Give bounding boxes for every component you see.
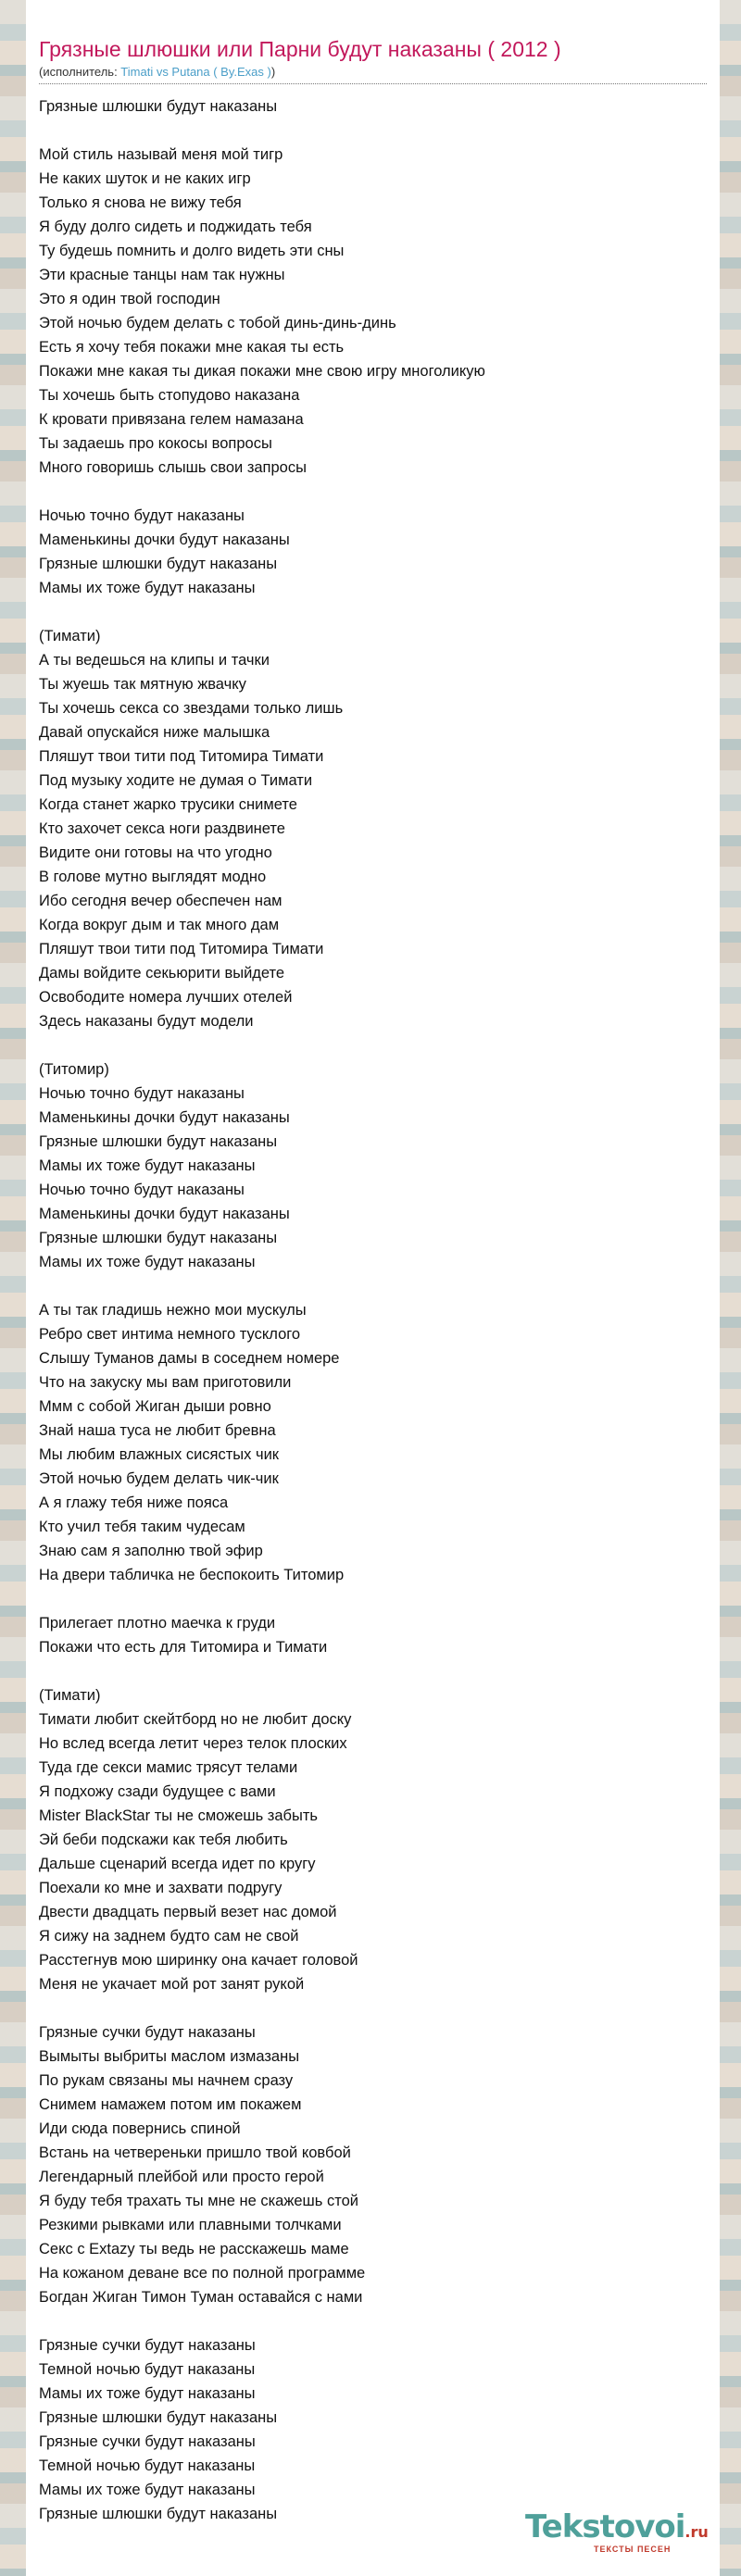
lyric-line: Грязные шлюшки будут наказаны [39, 2506, 278, 2522]
lyric-line: Расстегнув мою ширинку она качает головой [39, 1952, 358, 1969]
lyric-line: (Тимати) [39, 628, 101, 644]
lyric-blank-line [39, 1274, 707, 1298]
title-divider [39, 83, 707, 84]
lyric-line: Ночью точно будут наказаны [39, 1182, 245, 1198]
lyric-line: Темной ночью будут наказаны [39, 2361, 256, 2378]
lyric-blank-line [39, 1033, 707, 1057]
lyric-line: Секс с Extazy ты ведь не расскажешь маме [39, 2241, 349, 2257]
lyric-line: Слышу Туманов дамы в соседнем номере [39, 1350, 340, 1367]
lyric-line: Богдан Жиган Тимон Туман оставайся с нами [39, 2289, 363, 2306]
lyric-blank-line [39, 119, 707, 143]
lyric-line: Резкими рывками или плавными толчками [39, 2217, 342, 2233]
lyric-line: Это я один твой господин [39, 291, 220, 307]
lyric-blank-line [39, 1587, 707, 1611]
lyric-blank-line [39, 2309, 707, 2333]
lyric-line: Освободите номера лучших отелей [39, 989, 293, 1006]
lyric-line: Ту будешь помнить и долго видеть эти сны [39, 243, 345, 259]
lyric-line: Эти красные танцы нам так нужны [39, 267, 285, 283]
lyric-line: Тимати любит скейтборд но не любит доску [39, 1711, 352, 1728]
lyric-line: Мы любим влажных сисястых чик [39, 1446, 280, 1463]
lyric-line: Эй беби подскажи как тебя любить [39, 1832, 288, 1848]
lyric-line: Кто захочет секса ноги раздвинете [39, 820, 285, 837]
lyric-line: Покажи что есть для Титомира и Тимати [39, 1639, 328, 1656]
lyric-line: Ты задаешь про кокосы вопросы [39, 435, 272, 452]
lyric-line: Ты жуешь так мятную жвачку [39, 676, 246, 693]
performer-prefix: (исполнитель: [39, 65, 121, 79]
lyric-line: Двести двадцать первый везет нас домой [39, 1904, 337, 1920]
lyric-line: Ребро свет интима немного тусклого [39, 1326, 301, 1343]
lyric-line: Не каких шуток и не каких игр [39, 170, 251, 187]
lyric-line: Пляшут твои тити под Титомира Тимати [39, 748, 324, 765]
lyrics-card [26, 0, 720, 2576]
performer-link[interactable]: Timati vs Putana ( By.Exas ) [120, 65, 271, 79]
lyric-line: Мамы их тоже будут наказаны [39, 580, 256, 596]
lyric-blank-line [39, 1659, 707, 1683]
lyric-line: Иди сюда повернись спиной [39, 2120, 241, 2137]
lyric-line: Видите они готовы на что угодно [39, 844, 272, 861]
lyric-line: В голове мутно выглядят модно [39, 869, 267, 885]
site-logo[interactable] [525, 2508, 710, 2555]
lyric-line: Mister BlackStar ты не сможешь забыть [39, 1807, 318, 1824]
lyric-line: Вымыты выбриты маслом измазаны [39, 2048, 300, 2065]
lyric-line: Много говоришь слышь свои запросы [39, 459, 307, 476]
lyric-line: Грязные сучки будут наказаны [39, 2433, 256, 2450]
logo-tld: .ru [684, 2523, 709, 2541]
lyric-line: Мамы их тоже будут наказаны [39, 1157, 256, 1174]
lyric-line: Этой ночью будем делать с тобой динь-динь-динь [39, 315, 396, 331]
lyric-line: Я буду долго сидеть и поджидать тебя [39, 219, 312, 235]
lyric-line: Легендарный плейбой или просто герой [39, 2169, 324, 2185]
lyric-line: Под музыку ходите не думая о Тимати [39, 772, 313, 789]
lyric-line: Поехали ко мне и захвати подругу [39, 1880, 283, 1896]
lyric-line: Только я снова не вижу тебя [39, 194, 242, 211]
lyric-line: Есть я хочу тебя покажи мне какая ты есть [39, 339, 345, 356]
song-title: Грязные шлюшки или Парни будут наказаны ( 2012 ) [39, 37, 561, 61]
lyric-line: Пляшут твои тити под Титомира Тимати [39, 941, 324, 957]
lyric-line: Темной ночью будут наказаны [39, 2457, 256, 2474]
lyric-line: Грязные шлюшки будут наказаны [39, 98, 278, 115]
lyric-line: Мамы их тоже будут наказаны [39, 2385, 256, 2402]
lyric-line: Туда где секси мамис трясут телами [39, 1759, 298, 1776]
lyric-line: Встань на четвереньки пришло твой ковбой [39, 2145, 351, 2161]
lyric-line: К кровати привязана гелем намазана [39, 411, 304, 428]
lyric-line: Ибо сегодня вечер обеспечен нам [39, 893, 283, 909]
lyric-line: По рукам связаны мы начнем сразу [39, 2072, 294, 2089]
lyric-line: Меня не укачает мой рот занят рукой [39, 1976, 305, 1993]
lyric-line: Давай опускайся ниже малышка [39, 724, 270, 741]
lyric-line: Ты хочешь быть стопудово наказана [39, 387, 300, 404]
lyric-line: Дамы войдите секьюрити выйдете [39, 965, 285, 982]
performer-suffix: ) [270, 65, 276, 79]
lyric-line: Грязные шлюшки будут наказаны [39, 556, 278, 572]
lyric-line: Грязные сучки будут наказаны [39, 2024, 256, 2041]
lyric-line: А ты ведешься на клипы и тачки [39, 652, 270, 669]
lyric-line: А я глажу тебя ниже пояса [39, 1494, 229, 1511]
lyric-line: Грязные шлюшки будут наказаны [39, 1230, 278, 1246]
lyric-line: Здесь наказаны будут модели [39, 1013, 254, 1030]
lyric-line: Знай наша туса не любит бревна [39, 1422, 276, 1439]
lyric-line: (Титомир) [39, 1061, 109, 1078]
lyric-line: А ты так гладишь нежно мои мускулы [39, 1302, 307, 1319]
lyric-line: Ночью точно будут наказаны [39, 507, 245, 524]
lyric-blank-line [39, 1996, 707, 2020]
lyric-line: Этой ночью будем делать чик-чик [39, 1470, 279, 1487]
lyric-blank-line [39, 600, 707, 624]
lyric-line: Маменькины дочки будут наказаны [39, 1109, 290, 1126]
lyric-line: Маменькины дочки будут наказаны [39, 1206, 290, 1222]
lyric-line: Знаю сам я заполню твой эфир [39, 1543, 263, 1559]
lyric-line: Что на закуску мы вам приготовили [39, 1374, 292, 1391]
lyric-line: Мой стиль называй меня мой тигр [39, 146, 283, 163]
lyric-line: Покажи мне какая ты дикая покажи мне свою игру многоликую [39, 363, 485, 380]
lyric-line: Кто учил тебя таким чудесам [39, 1519, 245, 1535]
lyric-line: Грязные шлюшки будут наказаны [39, 2409, 278, 2426]
logo-tagline: ТЕКСТЫ ПЕСЕН [594, 2545, 672, 2554]
performer-line [39, 65, 707, 80]
lyric-line: Грязные сучки будут наказаны [39, 2337, 256, 2354]
lyric-line: Я сижу на заднем будто сам не свой [39, 1928, 299, 1945]
lyric-line: Мамы их тоже будут наказаны [39, 1254, 256, 1270]
lyric-line: На двери табличка не беспокоить Титомир [39, 1567, 345, 1583]
logo-main-text: Tekstovoi [525, 2508, 685, 2545]
lyric-line: Когда вокруг дым и так много дам [39, 917, 280, 933]
lyric-line: Ночью точно будут наказаны [39, 1085, 245, 1102]
lyric-line: Я буду тебя трахать ты мне не скажешь стой [39, 2193, 358, 2209]
lyric-line: Ты хочешь секса со звездами только лишь [39, 700, 344, 717]
lyric-line: Дальше сценарий всегда идет по кругу [39, 1856, 316, 1872]
lyric-line: Когда станет жарко трусики снимете [39, 796, 297, 813]
lyric-line: Ммм с собой Жиган дыши ровно [39, 1398, 271, 1415]
lyric-line: Но вслед всегда летит через телок плоских [39, 1735, 347, 1752]
lyric-line: Мамы их тоже будут наказаны [39, 2482, 256, 2498]
lyric-line: Прилегает плотно маечка к груди [39, 1615, 276, 1632]
lyric-line: Маменькины дочки будут наказаны [39, 531, 290, 548]
lyric-line: Я подхожу сзади будущее с вами [39, 1783, 276, 1800]
lyric-line: Грязные шлюшки будут наказаны [39, 1133, 278, 1150]
lyric-line: (Тимати) [39, 1687, 101, 1704]
lyric-line: На кожаном деване все по полной программе [39, 2265, 366, 2282]
lyric-line: Снимем намажем потом им покажем [39, 2096, 302, 2113]
lyric-blank-line [39, 480, 707, 504]
lyrics-text [39, 94, 707, 2526]
